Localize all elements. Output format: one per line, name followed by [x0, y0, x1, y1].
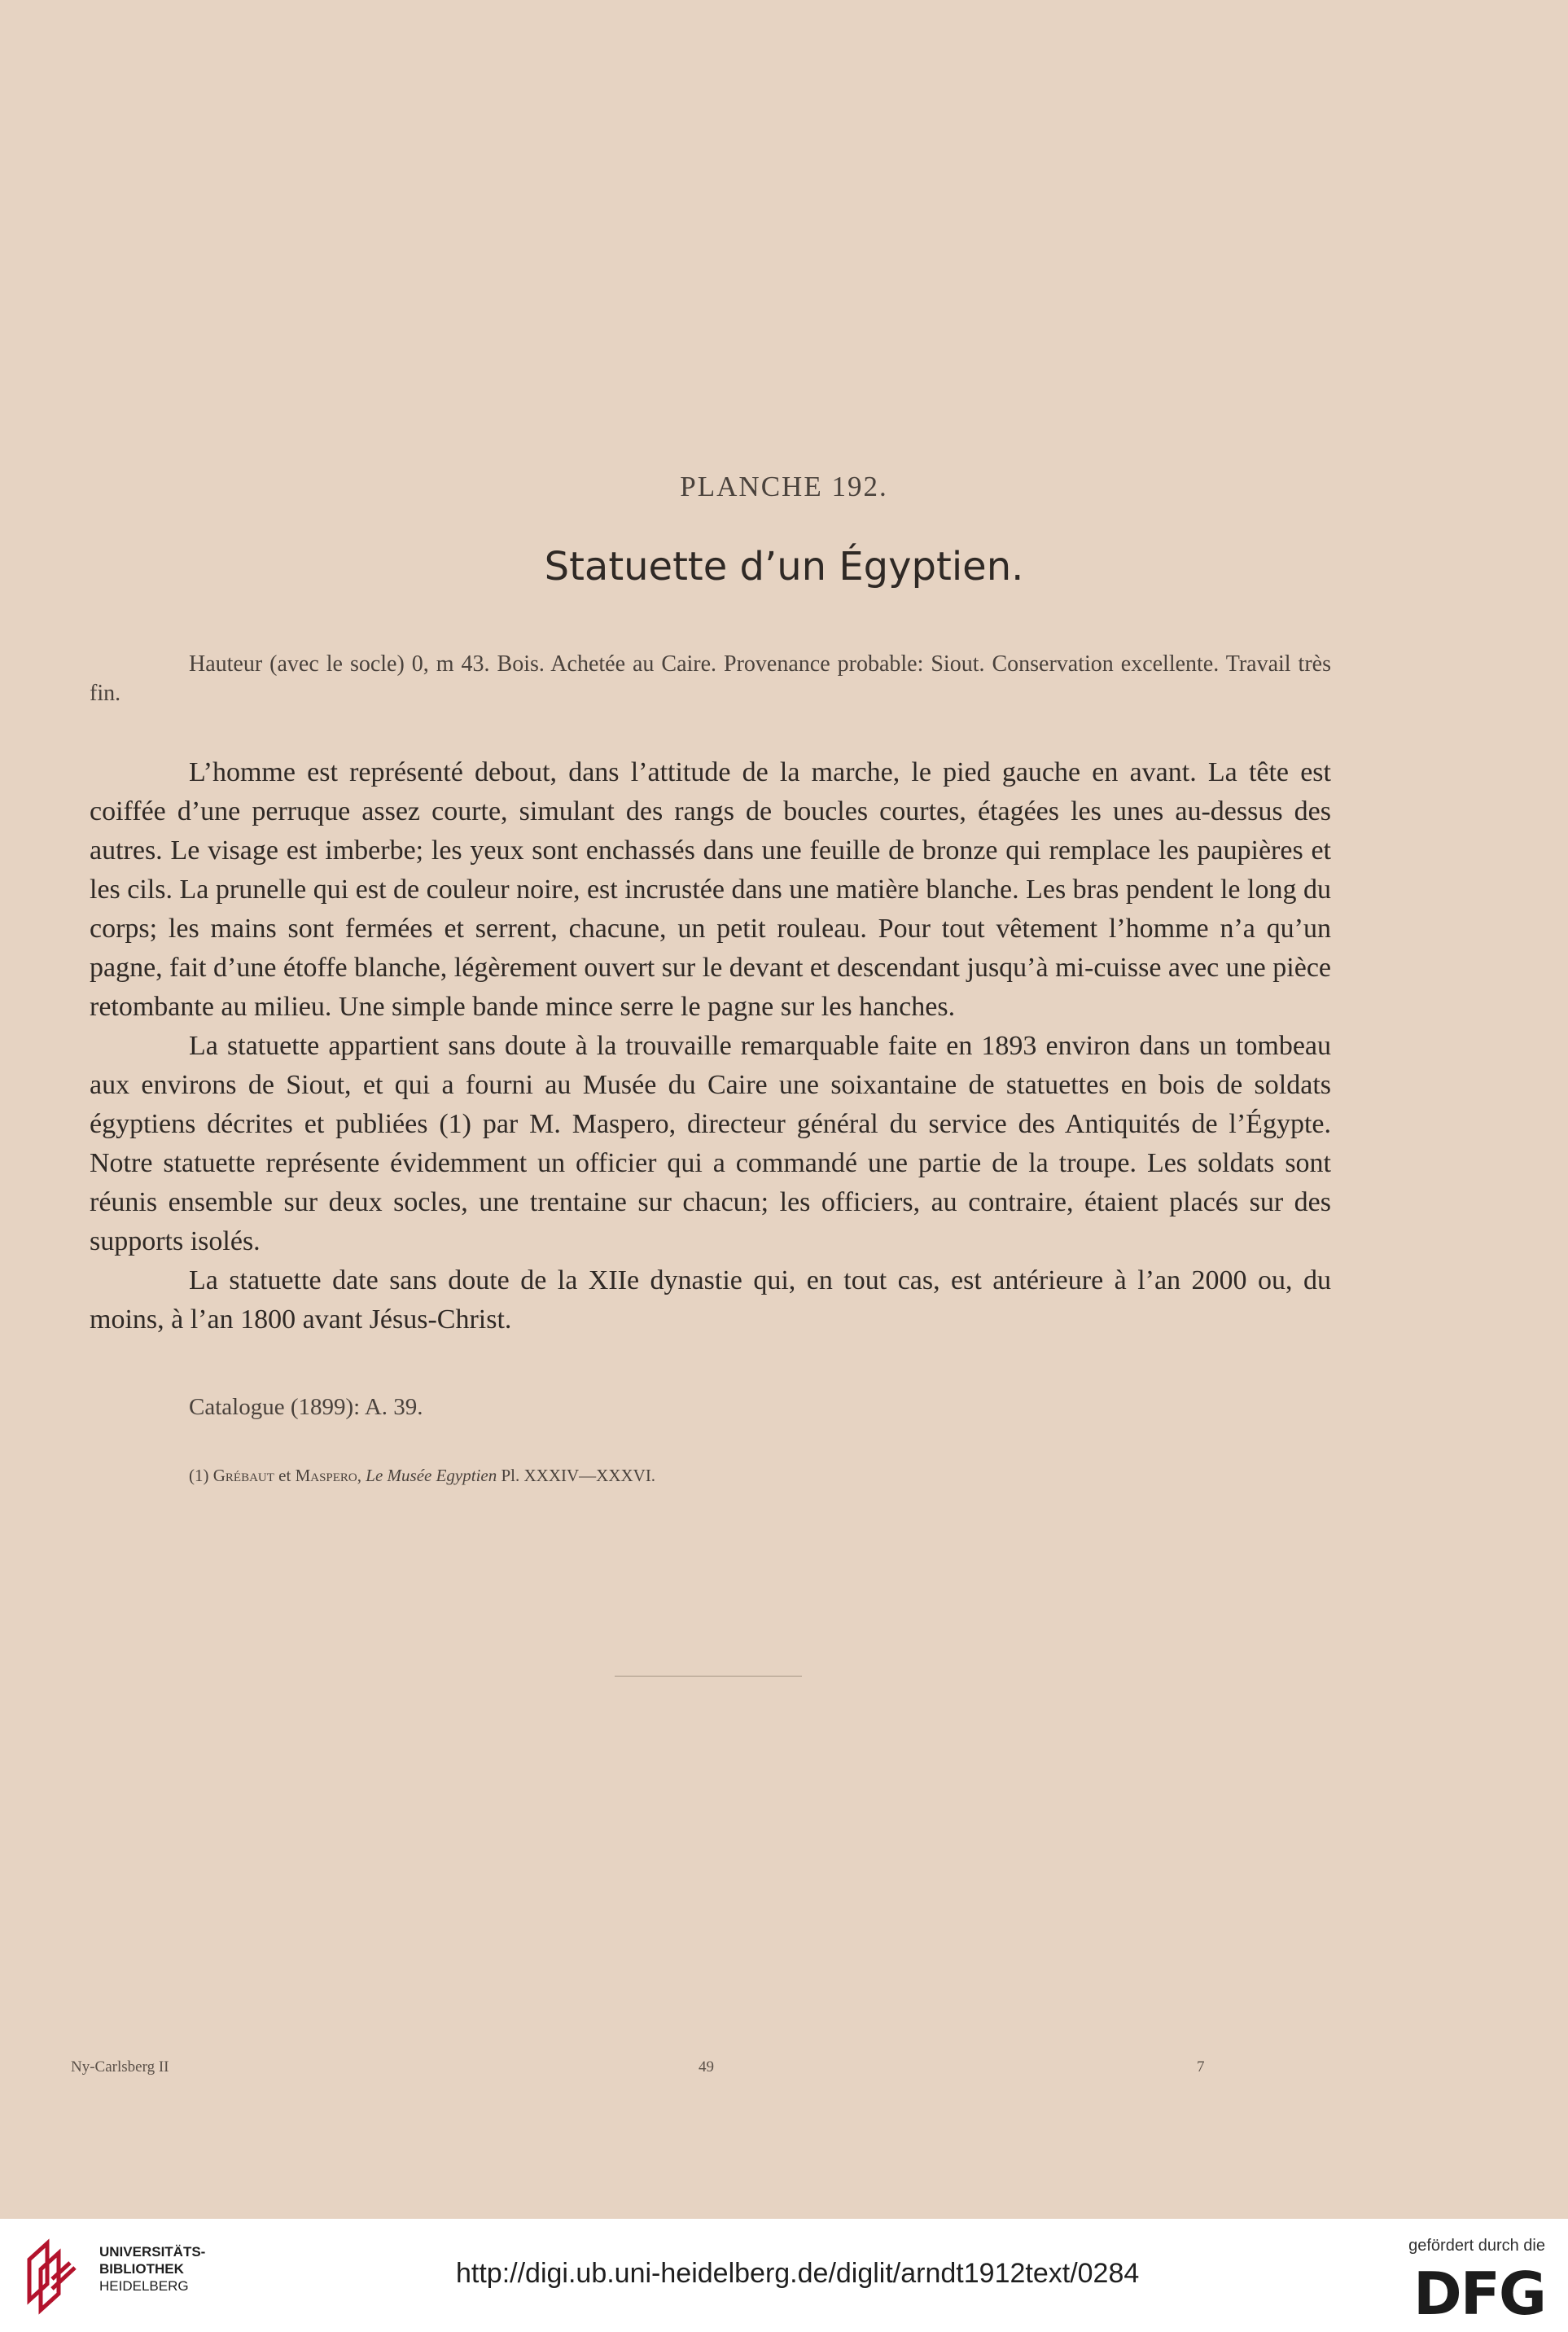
description-body — [90, 753, 1331, 1339]
library-name-line-3: HEIDELBERG — [99, 2278, 189, 2294]
footnote-author-2: Maspero, — [295, 1466, 362, 1485]
paragraph-provenance: La statuette appartient sans doute à la trouvaille remarquable faite en 1893 environ dans un tombeau aux environs de Siout, et qui a fourni au Musée du Caire une soixantaine de statuettes en bois de soldats égyptiens décrites et publiées (1) par M. Maspero, directeur général du service des Antiquités de l’Égypte. Notre statuette représente évidemment un officier qui a commandé une partie de la troupe. Les soldats sont réunis ensemble sur deux socles, une trentaine sur chacun; les officiers, au contraire, étaient placés sur des supports isolés. — [90, 1031, 1331, 1256]
footnote-number: (1) — [189, 1466, 209, 1485]
footer-page-number: 7 — [1197, 2058, 1205, 2076]
funding-label: gefördert durch die — [1408, 2237, 1545, 2255]
footnote-work-title: Le Musée Egyptien — [366, 1466, 497, 1485]
dfg-logo: DFG — [1413, 2260, 1545, 2328]
library-bar — [0, 2219, 1568, 2332]
section-divider — [615, 1676, 802, 1677]
footer-signature: 49 — [699, 2058, 714, 2076]
metadata-text: Hauteur (avec le socle) 0, m 43. Bois. Achetée au Caire. Provenance probable: Siout. Conservation excellente. Travail très fin. — [90, 651, 1331, 706]
library-name-line-2: BIBLIOTHEK — [99, 2261, 184, 2277]
catalogue-reference: Catalogue (1899): A. 39. — [189, 1394, 423, 1420]
paragraph-dating: La statuette date sans doute de la XIIe dynastie qui, en tout cas, est antérieure à l’an 2000 ou, du moins, à l’an 1800 avant Jésus-Christ. — [90, 1265, 1331, 1335]
paragraph-description: L’homme est représenté debout, dans l’attitude de la marche, le pied gauche en avant. La tête est coiffée d’une perruque assez courte, simulant des rangs de boucles courtes, étagées les unes au-dessus des autres. Le visage est imberbe; les yeux sont enchassés dans une feuille de bronze qui remplace les paupières et les cils. La prunelle qui est de couleur noire, est incrustée dans une matière blanche. Les bras pendent le long du corps; les mains sont fermées et serrent, chacune, un petit rouleau. Pour tout vêtement l’homme n’a qu’un pagne, fait d’une étoffe blanche, légèrement ouvert sur le devant et descendant jusqu’à mi-cuisse avec une pièce retombante au milieu. Une simple bande mince serre le pagne sur les hanches. — [90, 757, 1331, 1022]
plate-label: PLANCHE 192. — [680, 471, 888, 502]
footnote-author-1: Grébaut — [212, 1466, 274, 1485]
library-name — [99, 2243, 205, 2295]
library-name-line-1: UNIVERSITÄTS- — [99, 2244, 206, 2260]
footnote-conjunction: et — [278, 1466, 291, 1485]
footnote-plates: Pl. XXXIV—XXXVI. — [501, 1466, 656, 1485]
university-library-logo-icon — [23, 2235, 90, 2317]
object-metadata — [90, 650, 1331, 708]
footer-volume: Ny-Carlsberg II — [71, 2058, 169, 2076]
footnote — [189, 1466, 655, 1486]
permalink-url[interactable]: http://digi.ub.uni-heidelberg.de/diglit/arndt1912text/0284 — [456, 2258, 1140, 2289]
page-title: Statuette d’un Égyptien. — [544, 544, 1024, 590]
